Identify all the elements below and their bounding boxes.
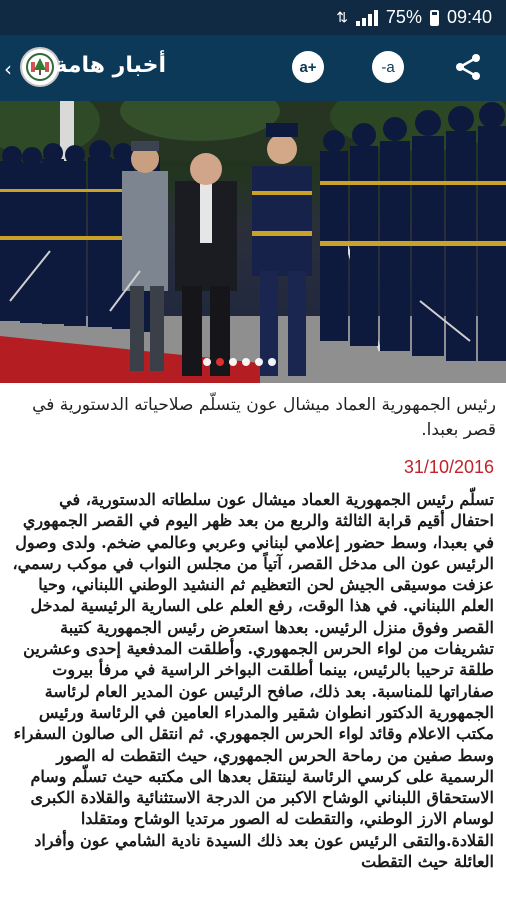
signal-icon bbox=[356, 10, 378, 26]
news-image-carousel[interactable] bbox=[0, 101, 506, 383]
page-title: أخبار هامة bbox=[54, 53, 166, 78]
font-decrease-button[interactable]: -a bbox=[372, 51, 404, 83]
status-bar bbox=[0, 0, 506, 35]
clock: 09:40 bbox=[446, 7, 492, 27]
battery-icon bbox=[430, 10, 439, 26]
carousel-dot[interactable] bbox=[203, 358, 211, 366]
share-icon[interactable] bbox=[450, 49, 486, 85]
carousel-indicator bbox=[203, 358, 276, 366]
carousel-dot[interactable] bbox=[242, 358, 250, 366]
battery-percent: 75% bbox=[385, 7, 422, 27]
carousel-dot[interactable] bbox=[255, 358, 263, 366]
back-chevron-icon[interactable]: ‹ bbox=[4, 57, 12, 81]
article-headline: رئيس الجمهورية العماد ميشال عون يتسلّم صلاحياته الدستورية في قصر بعبدا. bbox=[32, 395, 496, 440]
article-body: تسلّم رئيس الجمهورية العماد ميشال عون سلطاته الدستورية، في احتفال أقيم قرابة الثالثة والربع من بعد ظهر اليوم في القصر الجمهوري في بعبدا، وسط حضور إعلامي لبناني وعربي وعالمي ضخم. ولدى وصول الرئيس عون الى مدخل القصر، آتياً من مجلس النواب في موكب رسمي، عزفت موسيقى الجيش لحن التعظيم ثم النشيد الوطني اللبناني، وحيا العلم اللبناني. في هذا الوقت، رفع العلم على السارية الرئيسية لمدخل القصر وفوق منزل الرئيس. بعدها استعرض رئيس الجمهورية كتيبة تشريفات من لواء الحرس الجمهوري. وأطلقت المدفعية إحدى وعشرين طلقة ترحيبا بالرئيس، بينما أطلقت البواخر الراسية في مرفأ بيروت صفاراتها للمناسبة. بعد ذلك، صافح الرئيس عون المدير العام لرئاسة الجمهورية الدكتور انطوان شقير والمدراء العامين في الرئاسة ورئيس مكتب الاعلام وقائد لواء الحرس الجمهوري. ثم انتقل الى صالون السفراء وسط صفين من رماحة الحرس الجمهوري، حيث التقطت له الصور الرسمية على كرسي الرئاسة لينتقل بعدها الى مكتبه حيث تسلّم وسام الاستحقاق اللبناني الوشاح الاكبر من الدرجة الاستثنائية والقلادة الكبرى لوسام الارز الوطني، والتقطت له الصور مرتديا الوشاح ومتقلدا القلادة.والتقى الرئيس عون بعد ذلك السيدة نادية الشامي عون وأفراد العائلة حيث التقطت bbox=[12, 490, 494, 872]
app-bar bbox=[0, 35, 506, 101]
ceremony-photo bbox=[0, 101, 506, 383]
carousel-dot[interactable] bbox=[268, 358, 276, 366]
carousel-dot[interactable] bbox=[229, 358, 237, 366]
article-date: 31/10/2016 bbox=[403, 457, 494, 477]
font-increase-button[interactable]: a+ bbox=[292, 51, 324, 83]
carousel-dot[interactable] bbox=[216, 358, 224, 366]
data-arrows-icon: ⇅ bbox=[336, 9, 348, 25]
